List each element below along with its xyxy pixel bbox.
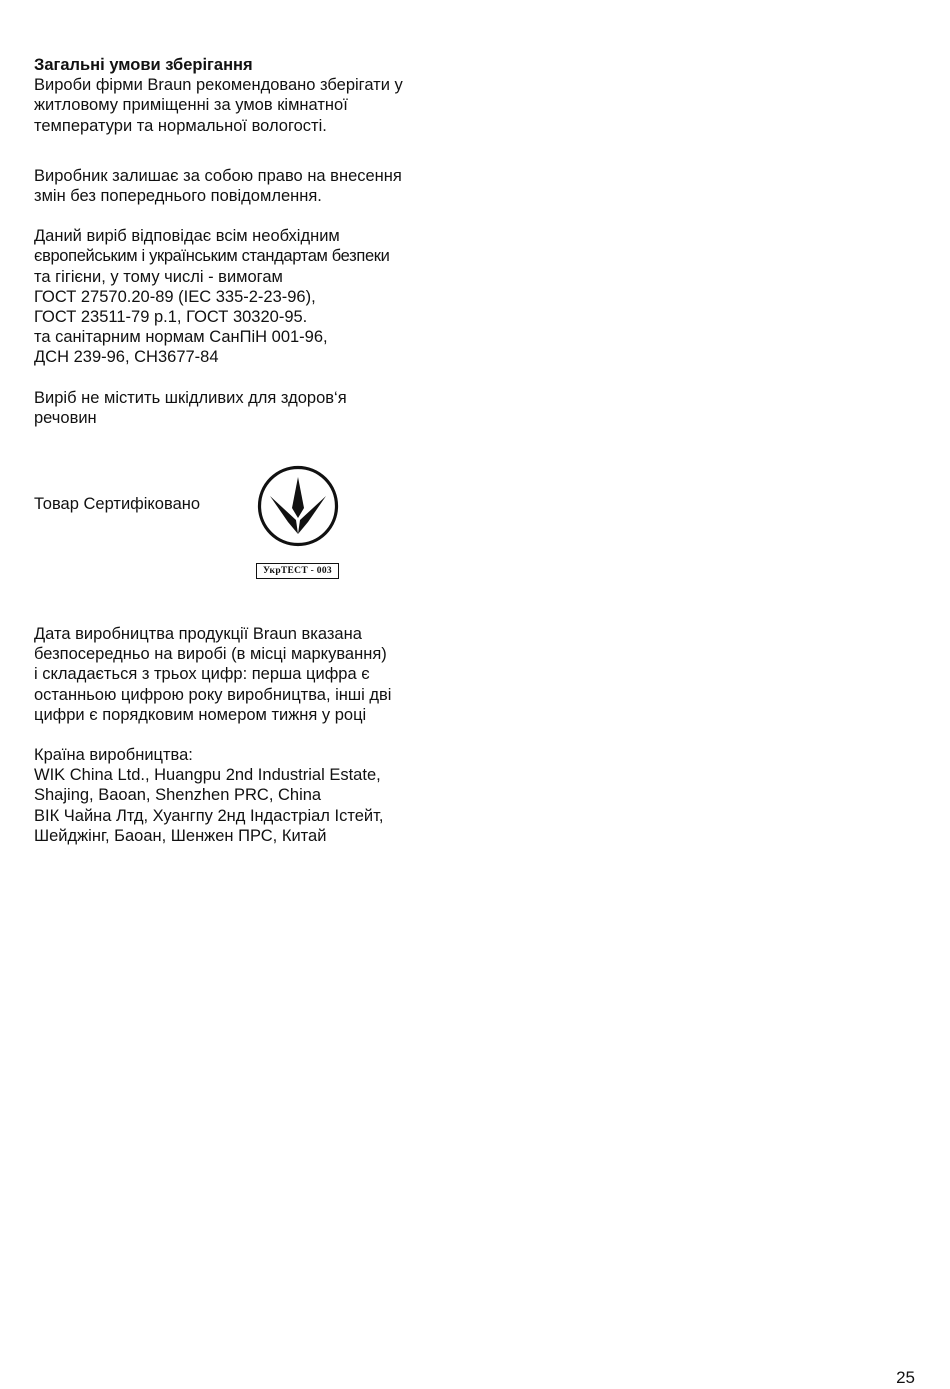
ukrsepro-certification-mark-icon xyxy=(256,464,340,548)
standards-line: ДСН 239-96, СН3677-84 xyxy=(34,348,219,367)
rights-line: Виробник залишає за собою право на внесення xyxy=(34,166,402,185)
certification-label: Товар Сертифіковано xyxy=(34,495,201,514)
standards-line: ГОСТ 27570.20-89 (IEC 335-2-23-96), xyxy=(34,287,316,306)
production-date-line: безпосередньо на виробі (в місці маркування) xyxy=(34,645,387,664)
page-number: 25 xyxy=(896,1368,915,1387)
certification-section xyxy=(34,464,474,584)
storage-line: житловому приміщенні за умов кімнатної xyxy=(34,96,348,115)
standards-line: та гігієни, у тому числі - вимогам xyxy=(34,267,283,286)
production-date-line: цифри є порядковим номером тижня у році xyxy=(34,705,367,724)
storage-line: температури та нормальної вологості. xyxy=(34,116,327,135)
production-date-line: Дата виробництва продукції Braun вказана xyxy=(34,625,362,644)
safety-line: речовин xyxy=(34,408,97,427)
storage-heading: Загальні умови зберігання xyxy=(34,56,253,74)
rights-section xyxy=(34,166,474,206)
safety-section xyxy=(34,388,474,428)
certification-code: УкрТЕСТ - 003 xyxy=(256,563,339,579)
origin-line: Shajing, Baoan, Shenzhen PRC, China xyxy=(34,786,322,805)
storage-line: Вироби фірми Braun рекомендовано зберігати у xyxy=(34,76,403,95)
origin-line: Шейджінг, Баоан, Шенжен ПРС, Китай xyxy=(34,826,327,845)
standards-section xyxy=(34,226,474,367)
standards-line: та санітарним нормам СанПіН 001-96, xyxy=(34,328,328,347)
production-date-line: останньою цифрою року виробництва, інші дві xyxy=(34,685,392,704)
production-date-line: і складається з трьох цифр: перша цифра є xyxy=(34,665,370,684)
safety-line: Виріб не містить шкідливих для здоров‘я xyxy=(34,388,347,407)
origin-line: ВІК Чайна Лтд, Хуангпу 2нд Індастріал Істейт, xyxy=(34,806,384,825)
standards-line: європейським і українським стандартам безпеки xyxy=(34,247,390,266)
standards-line: ГОСТ 23511-79 р.1, ГОСТ 30320-95. xyxy=(34,308,308,327)
rights-line: змін без попереднього повідомлення. xyxy=(34,187,322,206)
origin-section xyxy=(34,745,474,846)
origin-line: WIK China Ltd., Huangpu 2nd Industrial Estate, xyxy=(34,766,381,785)
production-date-section xyxy=(34,624,474,725)
origin-line: Країна виробництва: xyxy=(34,746,193,765)
document-body xyxy=(34,55,474,846)
storage-section xyxy=(34,55,474,136)
standards-line: Даний виріб відповідає всім необхідним xyxy=(34,227,340,246)
